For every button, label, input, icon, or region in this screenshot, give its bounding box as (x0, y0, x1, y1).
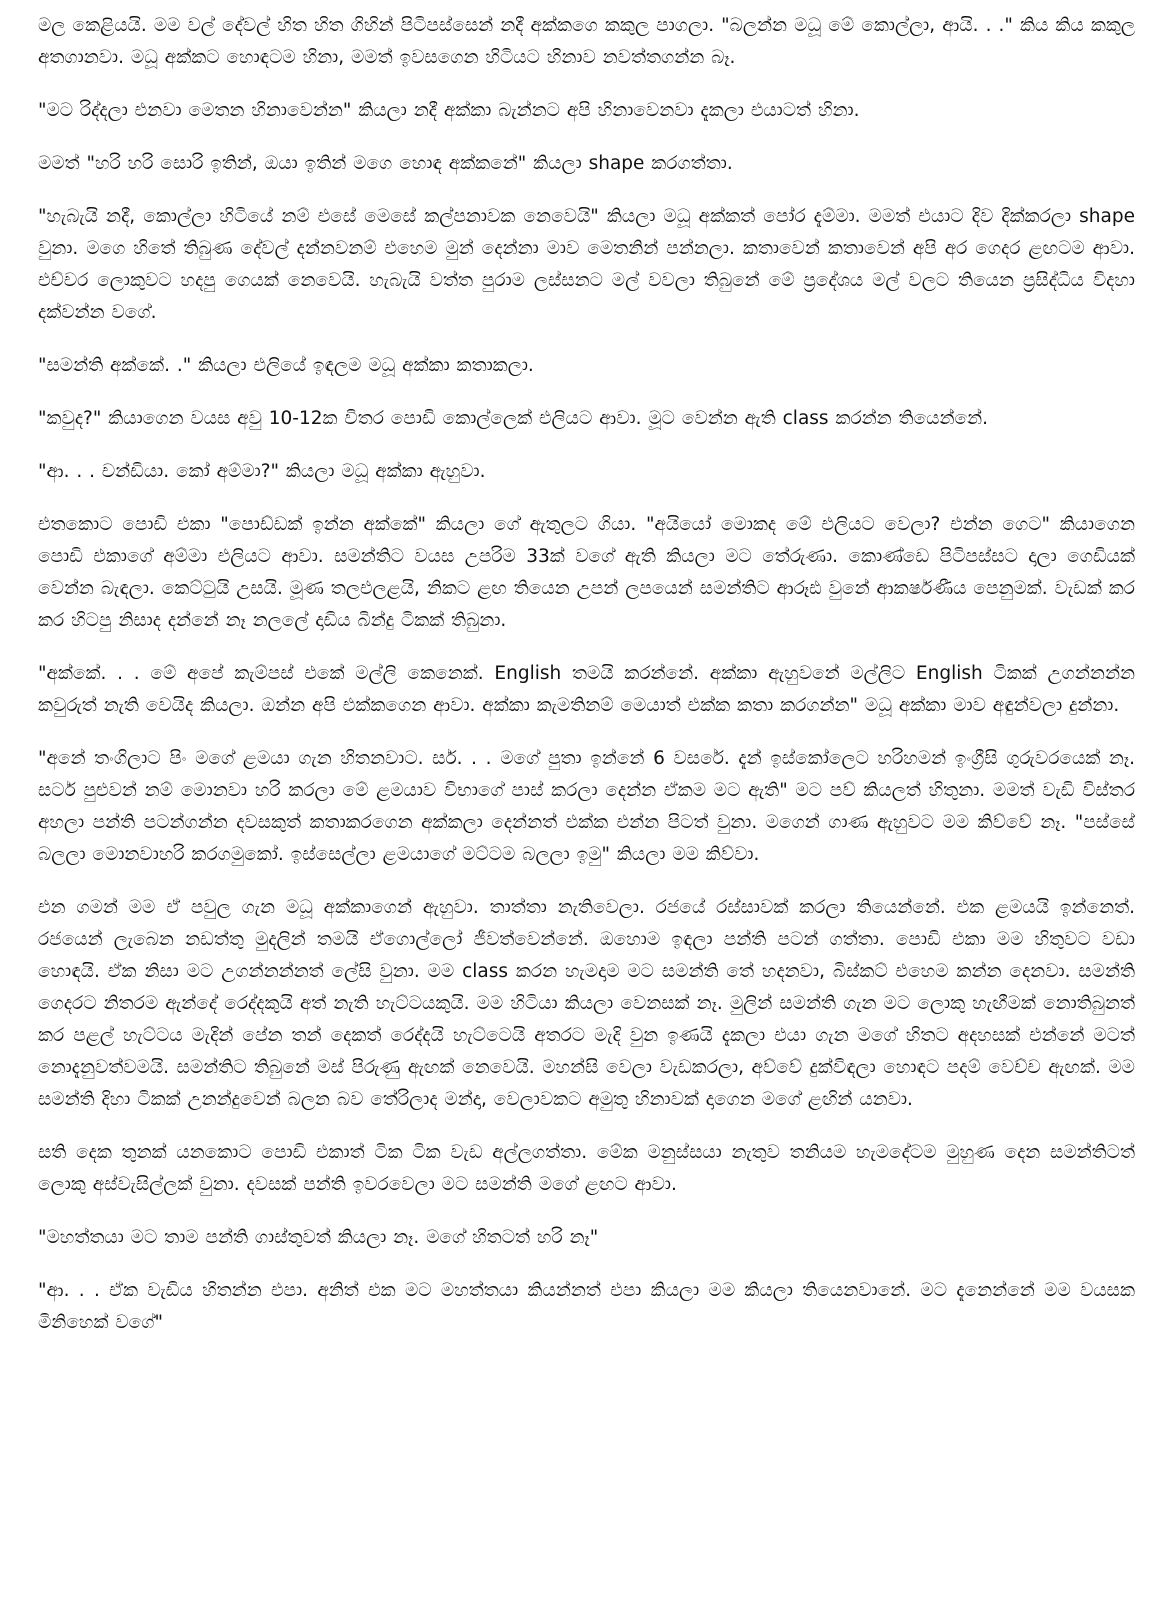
paragraph-11: එන ගමන් මම ඒ පවුල ගැන මධූ අක්කාගෙන් ඇහුවා. තාත්තා නැතිවෙලා. රජයේ රස්සාවක් කරලා තියෙන්නේ. එක ළමයයි ඉන්නෙත්. රජයෙන් ලැබෙන නඩත්තු මුදලින් තමයි ඒගොල්ලෝ ජීවත්වෙන්නේ. ඔහොම ඉඳලා පන්ති පටන් ගත්තා. පොඩි එකා මම හිතුවට වඩා හොඳයි. ඒක නිසා මට උගන්නන්නත් ලේසි වුනා. මම class කරන හැමදාම මට සමන්ති තේ හදනවා, බිස්කට් එහෙම කන්න දෙනවා. සමන්ති ගෙදරට නිතරම ඇන්දේ රෙද්දකුයි අත් නැති හැට්ටයකුයි. මම හිටියා කියලා වෙනසක් නෑ. මුලින් සමන්ති ගැන මට ලොකු හැඟීමක් නොතිබුනත් කර පළල් හැට්ටය මැදින් පේන තන් දෙකත් රෙද්දයි හැට්ටෙයි අතරට මැදි වුන ඉණයි දැකලා එයා ගැන මගේ හිතට අදහසක් එන්නේ මටත් නොදැනුවත්වමයි. සමන්තිට තිබුනේ මස් පිරුණු ඇඟක් නෙවෙයි. මහන්සි වෙලා වැඩකරලා, අව්වේ දුක්විඳලා හොඳට පදම් වෙච්ච ඇඟක්. මම සමන්ති දිහා ටිකක් උනන්දුවෙන් බලන බව තේරිලාද මන්දා, වෙලාවකට අමුතු හිනාවක් දාගෙන මගේ ළඟින් යනවා. (38, 897, 1135, 1110)
paragraph-2: "මට රිද්දලා එනවා මෙතන හිනාවෙන්න" කියලා නදී අක්කා බැන්නට අපි හිනාවෙනවා දැකලා එයාටත් හිනා. (38, 100, 860, 121)
paragraph-5: "සමන්ති අක්කේ. ." කියලා එලියේ ඉඳලම මධූ අක්කා කතාකලා. (38, 355, 534, 376)
paragraph-13: "මහත්තයා මට තාම පන්ති ගාස්තුවත් කියලා නෑ. මගේ හිතටත් හරි නෑ" (38, 1227, 599, 1248)
paragraph-7: "ආ. . . චන්ඩියා. කෝ අම්මා?" කියලා මධූ අක්කා ඇහුවා. (38, 461, 486, 482)
paragraph-6: "කවුද?" කියාගෙන වයස අවු 10-12ක විතර පොඩි කොල්ලෙක් එලියට ආවා. මූට වෙන්න ඇති class කරන්න තියෙන්නේ. (38, 408, 989, 429)
paragraph-8: එතකොට පොඩි එකා "පොඩ්ඩක් ඉන්න අක්කේ" කියලා ගේ ඇතුලට ගියා. "අයියෝ මොකද මේ එලියට වෙලා? එන්න ගෙට" කියාගෙන පොඩි එකාගේ අම්මා එලියට ආවා. සමන්තිට වයස උපරිම 33ක් වගේ ඇති කියලා මට තේරුණා. කොණ්ඩෙ පිටිපස්සට දාලා ගෙඩියක් වෙන්න බැඳලා. කෙට්ටුයි උසයි. මූණ තලඑලළයි, නිකට ළඟ තියෙන උපන් ලපයෙන් සමන්තිට ආරූඪ වුනේ ආකර්ෂණීය පෙනුමක්. වැඩක් කර කර හිටපු නිසාද දන්නේ නෑ නලලේ දාඩිය බින්දු ටිකක් තිබුනා. (38, 514, 1135, 631)
paragraph-3: මමත් "හරි හරි සොරි ඉතින්, ඔයා ඉතින් මගෙ හොඳ අක්කනේ" කියලා shape කරගත්තා. (38, 153, 733, 174)
paragraph-4: "හැබැයි නදී, කොල්ලා හිටියේ නම් එසේ මෙසේ කල්පනාවක නෙවෙයි" කියලා මධූ අක්කත් පෝර දැම්මා. මමත් එයාට දිව දික්කරලා shape වුනා. මගෙ හිතේ තිබුණ දේවල් දන්නවනම් එහෙම මුන් දෙන්නා මාව මෙතනින් පන්නලා. කතාවෙන් කතාවෙන් අපි අර ගෙදර ළඟටම ආවා. එච්චර ලොකුවට හදපු ගෙයක් නෙවෙයි. හැබැයි වත්ත පුරාම ලස්සනට මල් වවලා තිබුනේ මේ ප්‍රදේශය මල් වලට තියෙන ප්‍රසිද්ධිය විදහා දක්වන්න වගේ. (38, 206, 1135, 323)
paragraph-10: "අනේ තංගිලාට පිං මගේ ළමයා ගැන හිතනවාට. සර්. . . මගේ පුතා ඉන්නේ 6 වසරේ. දැන් ඉස්කෝලෙට හරිහමන් ඉංග්‍රීසි ගුරුවරයෙක් නෑ. සර්ට පුළුවන් නම් මොනවා හරි කරලා මේ ළමයාව විභාගේ පාස් කරලා දෙන්න ඒකම මට ඇති" මට පව් කියලත් හිතුනා. මමත් වැඩි විස්තර අහලා පන්ති පටන්ගන්න දවසකුත් කතාකරගෙන අක්කලා දෙන්නත් එක්ක එන්න පිටත් වුනා. මගෙන් ගාණ ඇහුවට මම කිව්වේ නෑ. "පස්සේ බලලා මොනවාහරි කරගමුකෝ. ඉස්සෙල්ලා ළමයාගේ මට්ටම බලලා ඉමු" කියලා මම කිව්වා. (38, 748, 1135, 865)
paragraph-1: මල කෙළියයි. මම වල් දේවල් හිත හිත ගිහින් පිටිපස්සෙන් නදී අක්කගෙ කකුල පාගලා. "බලන්න මධූ මේ කොල්ලා, ආයි. . ." කිය කිය කකුල අතගානවා. මධූ අක්කට හොඳටම හිනා, මමත් ඉවසගෙන හිටියට හිනාව නවත්තගන්න බෑ. (38, 15, 1135, 68)
paragraph-9: "අක්කේ. . . මේ අපේ කැම්පස් එකේ මල්ලි කෙනෙක්. English තමයි කරන්නේ. අක්කා ඇහුවනේ මල්ලිට English ටිකක් උගන්නන්න කවුරුත් නැති වෙයිද කියලා. ඔන්න අපි එක්කගෙන ආවා. අක්කා කැමතිනම් මෙයාත් එක්ක කතා කරගන්න" මධූ අක්කා මාව අඳුන්වලා දුන්නා. (38, 663, 1135, 716)
paragraph-14: "ආ. . . ඒක වැඩිය හිතන්න එපා. අනිත් එක මට මහත්තයා කියන්නත් එපා කියලා මම කියලා තියෙනවානේ. මට දැනෙන්නේ මම වයසක මිනිහෙක් වගේ" (38, 1280, 1135, 1333)
paragraph-12: සති දෙක තුනක් යනකොට පොඩි එකාත් ටික ටික වැඩ අල්ලගත්තා. මේක මනුස්සයා නැතුව තනියම හැමදේටම මුහුණ දෙන සමන්තිටත් ලොකු අස්වැසිල්ලක් වුනා. දවසක් පන්ති ඉවරවෙලා මට සමන්ති මගේ ළඟට ආවා. (38, 1142, 1135, 1195)
